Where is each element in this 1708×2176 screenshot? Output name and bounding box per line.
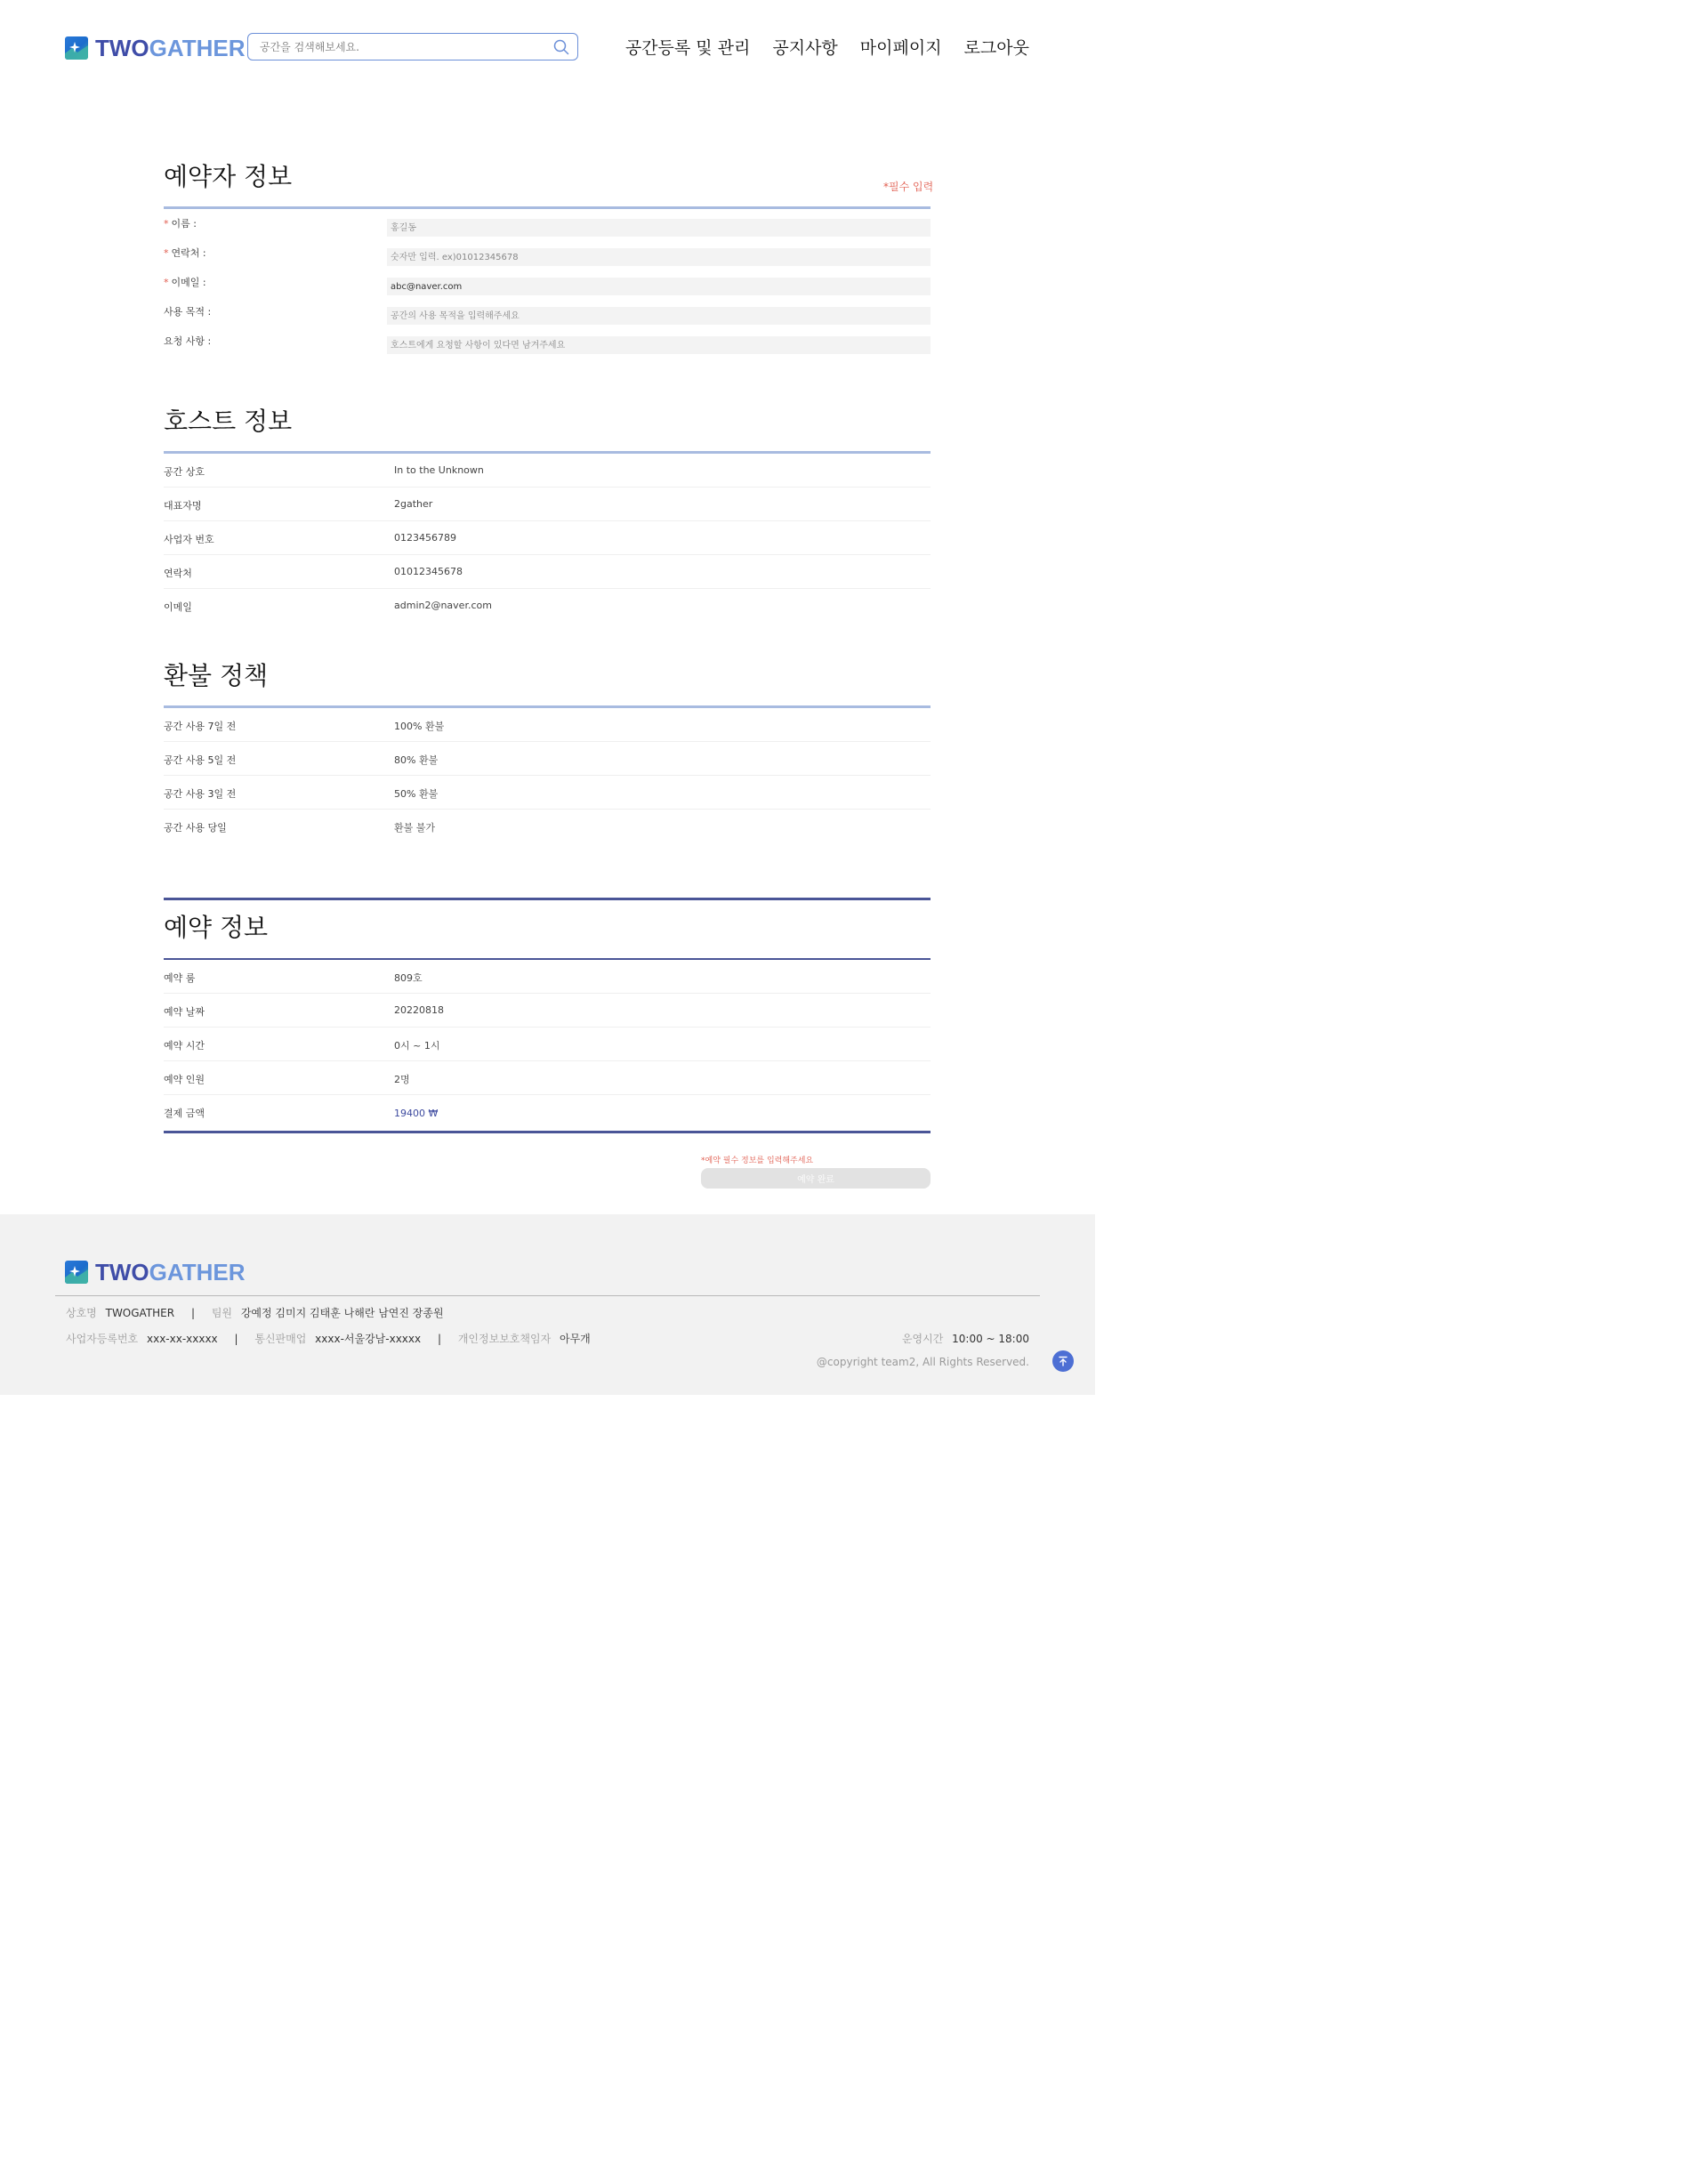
refund-section xyxy=(164,661,931,843)
brand-name-part1: TWO xyxy=(95,35,149,61)
separator: | xyxy=(190,1307,195,1319)
required-star: * xyxy=(164,247,169,259)
reservation-row-value: 2명 xyxy=(394,1074,410,1085)
email-label xyxy=(164,275,206,289)
copyright: @copyright team2, All Rights Reserved. xyxy=(816,1356,1029,1368)
nav-mypage[interactable]: 마이페이지 xyxy=(859,38,942,58)
logo-icon xyxy=(65,1261,88,1284)
host-section xyxy=(164,407,931,623)
name-label-text: 이름 : xyxy=(171,218,197,230)
refund-title: 환불 정책 xyxy=(164,661,269,690)
purpose-label: 사용 목적 : xyxy=(164,306,212,318)
separator: | xyxy=(437,1333,441,1345)
arrow-up-icon xyxy=(1058,1356,1068,1366)
mail-order-value: xxxx-서울강남-xxxxx xyxy=(315,1333,422,1345)
refund-row xyxy=(164,810,931,843)
host-row-value: 2gather xyxy=(394,498,433,510)
reservation-row-value: 809호 xyxy=(394,972,423,984)
submit-note: *예약 필수 정보를 입력해주세요 xyxy=(701,1157,814,1165)
site-header xyxy=(0,0,1095,98)
required-star: * xyxy=(164,218,169,230)
refund-row xyxy=(164,776,931,810)
host-row xyxy=(164,454,931,488)
company-key: 상호명 xyxy=(66,1307,97,1319)
reservation-row-label: 예약 날짜 xyxy=(164,1006,205,1018)
refund-row-label: 공간 사용 7일 전 xyxy=(164,721,237,732)
brand-name-part2: GATHER xyxy=(149,1259,246,1285)
purpose-input[interactable] xyxy=(387,307,931,325)
reservation-row-label: 예약 룸 xyxy=(164,972,196,984)
name-label xyxy=(164,216,197,230)
biz-value: xxx-xx-xxxxx xyxy=(146,1333,218,1345)
reservation-section xyxy=(164,898,931,1133)
phone-input[interactable] xyxy=(387,248,931,266)
reservation-row-label: 예약 인원 xyxy=(164,1074,205,1085)
form-row-purpose xyxy=(164,295,931,325)
host-row xyxy=(164,589,931,623)
refund-row-value: 80% 환불 xyxy=(394,754,439,766)
nav-logout[interactable]: 로그아웃 xyxy=(963,38,1029,58)
divider xyxy=(164,898,931,900)
privacy-key: 개인정보보호책임자 xyxy=(457,1333,552,1345)
host-row xyxy=(164,555,931,589)
required-star: * xyxy=(164,277,169,288)
host-row-label: 사업자 번호 xyxy=(164,534,214,545)
host-row xyxy=(164,488,931,521)
reservation-row-label: 예약 시간 xyxy=(164,1040,205,1052)
search-box xyxy=(247,33,578,60)
footer-line-2 xyxy=(66,1331,591,1346)
nav-notice[interactable]: 공지사항 xyxy=(772,38,838,58)
name-input[interactable] xyxy=(387,219,931,237)
footer-line-1 xyxy=(66,1305,444,1320)
phone-label-text: 연락처 : xyxy=(171,247,206,259)
form-row-phone xyxy=(164,237,931,266)
hours-value: 10:00 ~ 18:00 xyxy=(952,1333,1029,1345)
brand-logo[interactable] xyxy=(65,35,246,61)
request-label: 요청 사항 : xyxy=(164,335,212,347)
host-row-label: 공간 상호 xyxy=(164,466,205,478)
host-row-label: 대표자명 xyxy=(164,500,202,512)
reservation-row xyxy=(164,1095,931,1131)
refund-row xyxy=(164,708,931,742)
booker-section xyxy=(164,162,934,354)
divider xyxy=(164,1131,931,1133)
privacy-value: 아무개 xyxy=(560,1333,591,1345)
reserve-complete-button[interactable]: 예약 완료 xyxy=(701,1168,931,1189)
footer-brand-name xyxy=(95,1259,246,1285)
refund-row-value: 50% 환불 xyxy=(394,788,439,800)
brand-name-part2: GATHER xyxy=(149,35,246,61)
reservation-row xyxy=(164,960,931,994)
host-row-label: 이메일 xyxy=(164,601,192,613)
total-price: 19400 ₩ xyxy=(394,1108,439,1119)
form-row-request xyxy=(164,325,931,354)
refund-row-label: 공간 사용 당일 xyxy=(164,822,227,834)
brand-name-part1: TWO xyxy=(95,1259,149,1285)
required-note: *필수 입력 xyxy=(883,181,934,193)
refund-row-value: 100% 환불 xyxy=(394,721,445,732)
reservation-row xyxy=(164,1061,931,1095)
footer-logo[interactable] xyxy=(65,1259,246,1285)
team-value: 강예정 김미지 김태훈 나해란 남연진 장종원 xyxy=(240,1307,444,1319)
refund-row xyxy=(164,742,931,776)
booker-title: 예약자 정보 xyxy=(164,162,293,191)
company-value: TWOGATHER xyxy=(105,1307,175,1319)
brand-name xyxy=(95,35,246,61)
logo-icon xyxy=(65,36,88,60)
business-hours xyxy=(902,1331,1029,1346)
site-footer xyxy=(0,1214,1095,1395)
reservation-row-value: 0시 ~ 1시 xyxy=(394,1040,440,1052)
host-title: 호스트 정보 xyxy=(164,407,293,436)
hours-key: 운영시간 xyxy=(901,1333,944,1345)
search-icon[interactable] xyxy=(553,39,569,55)
refund-row-label: 공간 사용 5일 전 xyxy=(164,754,237,766)
reservation-row xyxy=(164,994,931,1028)
main-nav xyxy=(625,37,1029,59)
mail-order-key: 통신판매업 xyxy=(254,1333,307,1345)
email-label-text: 이메일 : xyxy=(171,277,206,288)
reservation-row-value: 20220818 xyxy=(394,1004,444,1016)
reservation-title: 예약 정보 xyxy=(164,913,269,942)
refund-row-label: 공간 사용 3일 전 xyxy=(164,788,237,800)
host-row-label: 연락처 xyxy=(164,568,192,579)
host-row-value: 0123456789 xyxy=(394,532,456,544)
host-row xyxy=(164,521,931,555)
biz-key: 사업자등록번호 xyxy=(66,1333,139,1345)
refund-row-value: 환불 불가 xyxy=(394,822,436,834)
nav-space-manage[interactable]: 공간등록 및 관리 xyxy=(624,38,751,58)
phone-label xyxy=(164,246,206,260)
host-row-value: admin2@naver.com xyxy=(394,600,492,611)
host-row-value: In to the Unknown xyxy=(394,464,484,476)
form-row-email xyxy=(164,266,931,295)
footer-divider xyxy=(55,1295,1040,1296)
reservation-row-label: 결제 금액 xyxy=(164,1108,205,1119)
team-key: 팀원 xyxy=(211,1307,232,1319)
search-input[interactable] xyxy=(260,34,544,60)
reservation-row xyxy=(164,1028,931,1061)
host-row-value: 01012345678 xyxy=(394,566,463,577)
form-row-name xyxy=(164,207,931,237)
scroll-top-button[interactable] xyxy=(1052,1350,1074,1372)
email-input[interactable] xyxy=(387,278,931,295)
request-input[interactable] xyxy=(387,336,931,354)
separator: | xyxy=(234,1333,238,1345)
